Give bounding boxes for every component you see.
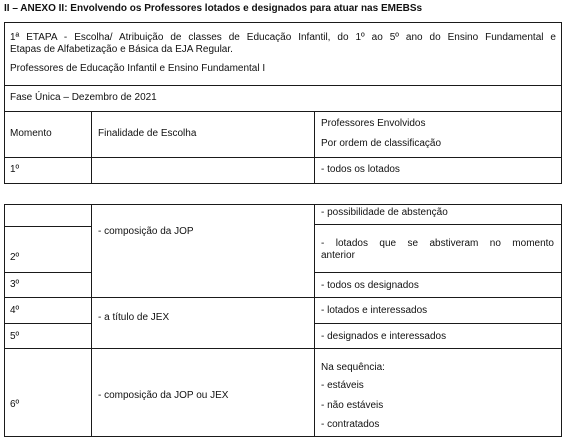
momento-cell: 3º bbox=[10, 279, 20, 290]
table-border bbox=[314, 224, 562, 225]
table-border bbox=[4, 348, 562, 349]
professores-cell: - todos os lotados bbox=[321, 164, 400, 175]
professores-cell: - designados e interessados bbox=[321, 331, 447, 342]
table-border bbox=[4, 183, 562, 184]
table-border bbox=[4, 297, 562, 298]
table-border bbox=[314, 323, 562, 324]
professores-cell: - lotados que se abstiveram no momento bbox=[321, 238, 554, 249]
table-border bbox=[91, 204, 92, 437]
table-border bbox=[4, 272, 92, 273]
table-border bbox=[314, 204, 315, 437]
column-header-ordem: Por ordem de classificação bbox=[321, 138, 442, 149]
professores-cell: - estáveis bbox=[321, 380, 364, 391]
table-border bbox=[91, 111, 92, 184]
professores-cell: Na sequência: bbox=[321, 362, 385, 373]
table-border bbox=[4, 22, 5, 184]
table-border bbox=[561, 204, 562, 437]
table-border bbox=[4, 157, 562, 158]
column-header-momento: Momento bbox=[10, 128, 52, 139]
etapa-text: Etapas de Alfabetização e Básica da EJA Regular. bbox=[10, 44, 233, 55]
table-border bbox=[4, 204, 5, 437]
table-border bbox=[314, 272, 562, 273]
table-border bbox=[314, 111, 315, 184]
professores-cell: - lotados e interessados bbox=[321, 305, 428, 316]
table-border bbox=[4, 204, 562, 205]
professores-cell: - contratados bbox=[321, 419, 380, 430]
professores-cell: - todos os designados bbox=[321, 280, 419, 291]
column-header-professores: Professores Envolvidos bbox=[321, 118, 426, 129]
table-border bbox=[561, 22, 562, 184]
momento-cell: 5º bbox=[10, 331, 20, 342]
table-border bbox=[4, 436, 562, 437]
table-border bbox=[4, 85, 562, 86]
finalidade-cell: - composição da JOP bbox=[98, 226, 194, 237]
momento-cell: 6º bbox=[10, 399, 20, 410]
table-border bbox=[4, 111, 562, 112]
finalidade-cell: - a título de JEX bbox=[98, 312, 170, 323]
professores-cell: - possibilidade de abstenção bbox=[321, 207, 448, 218]
page-title: II – ANEXO II: Envolvendo os Professores lotados e designados para atuar nas EMEBSs bbox=[4, 3, 423, 14]
table-border bbox=[4, 226, 92, 227]
column-header-finalidade: Finalidade de Escolha bbox=[98, 128, 197, 139]
momento-cell: 2º bbox=[10, 252, 20, 263]
momento-cell: 1º bbox=[10, 164, 20, 175]
table-border bbox=[4, 323, 92, 324]
professores-cell: - não estáveis bbox=[321, 400, 384, 411]
momento-cell: 4º bbox=[10, 305, 20, 316]
professores-cell: anterior bbox=[321, 250, 355, 261]
etapa-text: 1ª ETAPA - Escolha/ Atribuição de classes de Educação Infantil, do 1º ao 5º ano do Ensino Fundamental e bbox=[10, 32, 556, 43]
table-border bbox=[4, 22, 562, 23]
finalidade-cell: - composição da JOP ou JEX bbox=[98, 390, 229, 401]
professores-text: Professores de Educação Infantil e Ensino Fundamental I bbox=[10, 63, 266, 74]
fase-text: Fase Única – Dezembro de 2021 bbox=[10, 92, 157, 103]
